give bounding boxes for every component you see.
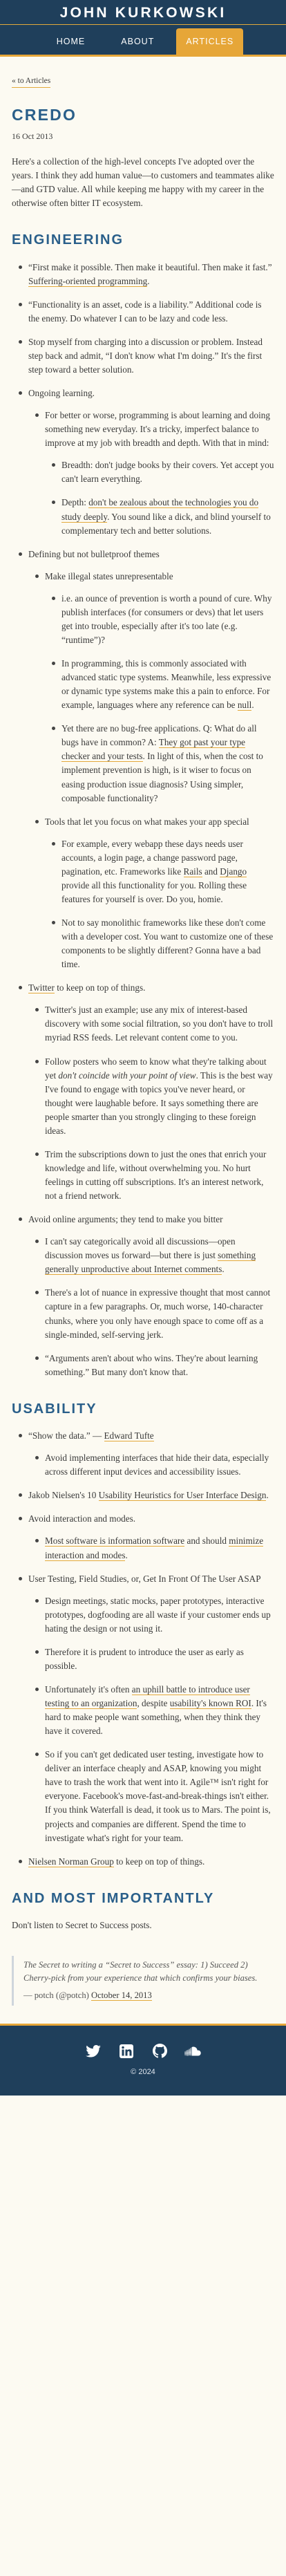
null-link[interactable]: null bbox=[237, 700, 252, 711]
list-item: Design meetings, static mocks, paper prototypes, interactive prototypes, dogfooding are all waste if your customer ends up hating the design or not using it. bbox=[28, 1594, 274, 1636]
list-item: Twitter's just an example; use any mix of interest-based discovery with some social filtration, so you don't have to troll myriad RSS feeds. Let relevant content come to you. bbox=[28, 1003, 274, 1045]
type-checker-link[interactable]: They got past your type checker and your tests bbox=[61, 737, 246, 762]
list-item: Not to say monolithic frameworks like these don't come with a developer cost. You want to customize one of these components to be slightly different? Gonna have a bad time. bbox=[45, 916, 274, 971]
suffering-oriented-link[interactable]: Suffering-oriented programming bbox=[28, 275, 148, 286]
zealous-link[interactable]: don't be zealous about the technologies you do study deeply bbox=[61, 497, 259, 522]
nav-about[interactable]: ABOUT bbox=[121, 37, 155, 46]
quote-text: The Secret to writing a “Secret to Success” essay: 1) Succeed 2) Cherry-pick from your experience that which confirms your biases. bbox=[23, 1960, 258, 1984]
site-brand[interactable]: JOHN KURKOWSKI bbox=[0, 0, 286, 25]
list-item: “Functionality is an asset, code is a liability.” Additional code is the enemy. Do whatever I can to be lazy and code less. bbox=[12, 298, 274, 326]
list-item: Most software is information software and should minimize interaction and modes. bbox=[28, 1534, 274, 1562]
list-item: Avoid implementing interfaces that hide their data, especially across different input devices and accessibility issues. bbox=[28, 1451, 274, 1479]
github-icon[interactable] bbox=[151, 2043, 168, 2060]
page-title: CREDO bbox=[12, 106, 77, 124]
information-software-link[interactable]: Most software is information software bbox=[45, 1536, 185, 1547]
quote-citation: — potch (@potch) October 14, 2013 bbox=[23, 1990, 152, 2001]
list-item: “First make it possible. Then make it beautiful. Then make it fast.” Suffering-oriented programming. bbox=[12, 261, 274, 288]
section-heading-usability: USABILITY bbox=[12, 1401, 97, 1417]
social-links bbox=[85, 2043, 201, 2060]
list-item: I can't say categorically avoid all discussions—open discussion moves us forward—but there is just something generally unproductive about Internet comments. bbox=[28, 1235, 274, 1276]
intro-paragraph: Here's a collection of the high-level concepts I've adopted over the years. I think they add human value—to customers and teammates alike—and GTD value. All while keeping me happy with my career in the otherwise often bitter IT ecosystem. bbox=[12, 156, 274, 209]
main-nav bbox=[0, 28, 286, 55]
section-heading-most-importantly: AND MOST IMPORTANTLY bbox=[12, 1890, 215, 1906]
nav-home[interactable]: HOME bbox=[56, 37, 86, 46]
twitter-icon[interactable] bbox=[85, 2043, 102, 2060]
list-item: i.e. an ounce of prevention is worth a pound of cure. Why publish interfaces (for consumers or devs) that let users get into trouble, especially after it's too late (e.g. “runtime”)? bbox=[45, 592, 274, 647]
list-item: “Show the data.” — Edward Tufte Avoid implementing interfaces that hide their data, especially across different input devices and accessibility issues. bbox=[12, 1429, 274, 1479]
copyright: © 2024 bbox=[131, 2067, 155, 2076]
section-heading-engineering: ENGINEERING bbox=[12, 232, 124, 248]
list-item: Ongoing learning. For better or worse, programming is about learning and doing something new everyday. It's a tricky, imperfect balance to improve at my job with breadth and depth. With that in mind: Breadth: don't judge books by their covers. Yet accept you can't learn everything. Depth: don't be zealous about the technologies you do study deeply. You sound like a dick, and blind yourself to complementary tech and better solutions. bbox=[12, 386, 274, 538]
list-item: Tools that let you focus on what makes your app special For example, every webapp these days needs user accounts, a login page, a change password page, pagination, etc. Frameworks like Rails and Django provide all this functionality for you. Rolling these features for yourself is over. Do you, homie. Not to say monolithic frameworks like these don't come with a developer cost. You want to customize one of these components to be slightly different? Gonna have a bad time. bbox=[28, 815, 274, 972]
tufte-link[interactable]: Edward Tufte bbox=[104, 1430, 154, 1441]
list-item: In programming, this is commonly associated with advanced static type systems. Meanwhile, less expressive or dynamic type systems make this a pain to enforce. For example, languages where any reference can be null. bbox=[45, 657, 274, 712]
site-footer bbox=[0, 2024, 286, 2096]
site-header bbox=[0, 0, 286, 57]
django-link[interactable]: Django bbox=[220, 866, 247, 877]
list-item: For example, every webapp these days needs user accounts, a login page, a change password page, pagination, etc. Frameworks like Rails and Django provide all this functionality for you. Rolling these features for yourself is over. Do you, homie. bbox=[45, 837, 274, 906]
final-paragraph: Don't listen to Secret to Success posts. bbox=[12, 1920, 152, 1931]
tweet-date-link[interactable]: October 14, 2013 bbox=[90, 1990, 152, 2001]
list-item: So if you can't get dedicated user testing, investigate how to deliver an interface cheaply and ASAP, knowing you might have to trash the work that went into it. Agile™ isn't right for everyone. Facebook's move-fast-and-break-things isn't either. If you think Waterfall is dead, it took us to Mars. The point is, projects and companies are different. Spend the time to investigate what's right for your team. bbox=[28, 1748, 274, 1845]
heuristics-link[interactable]: Usability Heuristics for User Interface Design bbox=[98, 1490, 267, 1501]
linkedin-icon[interactable] bbox=[118, 2043, 135, 2060]
list-item: Twitter to keep on top of things. Twitter's just an example; use any mix of interest-based discovery with some social filtration, so you don't have to troll myriad RSS feeds. Let relevant content come to you. Follow posters who seem to know what they're talking about yet don't coincide with your point of view. This is the best way I've found to engage with topics you've never heard, or thought were laughable before. It says something there are people smarter than you strongly clinging to these foreign ideas. Trim the subscriptions down to just the ones that enrich your knowledge and life, without overwhelming you. No hurt feelings in cutting off subscriptions. It's an interest network, not a friend network. bbox=[12, 981, 274, 1203]
list-item: Avoid online arguments; they tend to make you bitter I can't say categorically avoid all discussions—open discussion moves us forward—but there is just something generally unproductive about Internet comments. There's a lot of nuance in expressive thought that most cannot capture in a few paragraphs. Or, much worse, 140-character chunks, where you only have enough space to come off as a single-minded, self-serving jerk. “Arguments aren't about who wins. They're about learning something.” But many don't know that. bbox=[12, 1213, 274, 1379]
internet-comments-link[interactable]: something generally unproductive about Internet comments bbox=[45, 1250, 256, 1275]
list-item: Follow posters who seem to know what they're talking about yet don't coincide with your point of view. This is the best way I've found to engage with topics you've never heard, or thought were laughable before. It says something there are people smarter than you strongly clinging to these foreign ideas. bbox=[28, 1055, 274, 1138]
rails-link[interactable]: Rails bbox=[183, 866, 202, 877]
article bbox=[0, 57, 286, 2006]
soundcloud-icon[interactable] bbox=[184, 2043, 201, 2060]
back-to-articles-link[interactable]: « to Articles bbox=[12, 75, 50, 88]
list-item: Yet there are no bug-free applications. Q: What do all bugs have in common? A: They got past your type checker and your tests. In light of this, when the cost to implement prevention is high, is it wiser to focus on easing production issue diagnosis? Using simpler, composable functionality? bbox=[45, 722, 274, 805]
list-item: Depth: don't be zealous about the technologies you do study deeply. You sound like a dick, and blind yourself to complementary tech and better solutions. bbox=[45, 496, 274, 537]
list-item: “Arguments aren't about who wins. They're about learning something.” But many don't know that. bbox=[28, 1352, 274, 1379]
post-date: 16 Oct 2013 bbox=[12, 131, 53, 141]
list-item: There's a lot of nuance in expressive thought that most cannot capture in a few paragraphs. Or, much worse, 140-character chunks, where you only have enough space to come off as a single-minded, self-serving jerk. bbox=[28, 1286, 274, 1341]
modes-link[interactable]: minimize interaction and modes bbox=[45, 1536, 264, 1560]
nielsen-norman-link[interactable]: Nielsen Norman Group bbox=[28, 1856, 114, 1867]
uphill-battle-link[interactable]: an uphill battle to introduce user testing to an organization bbox=[45, 1683, 250, 1709]
list-item: Breadth: don't judge books by their covers. Yet accept you can't learn everything. bbox=[45, 458, 274, 486]
engineering-list bbox=[12, 261, 274, 1379]
list-item: Nielsen Norman Group to keep on top of things. bbox=[12, 1855, 274, 1869]
list-item: Avoid interaction and modes. Most software is information software and should minimize interaction and modes. bbox=[12, 1512, 274, 1562]
list-item: Stop myself from charging into a discussion or problem. Instead step back and admit, “I don't know what I'm doing.” It's the first step toward a better solution. bbox=[12, 335, 274, 377]
list-item: Jakob Nielsen's 10 Usability Heuristics for User Interface Design. bbox=[12, 1488, 274, 1502]
list-item: For better or worse, programming is about learning and doing something new everyday. It's a tricky, imperfect balance to improve at my job with breadth and depth. With that in mind: Breadth: don't judge books by their covers. Yet accept you can't learn everything. Depth: don't be zealous about the technologies you do study deeply. You sound like a dick, and blind yourself to complementary tech and better solutions. bbox=[28, 409, 274, 538]
usability-list bbox=[12, 1429, 274, 1869]
usability-roi-link[interactable]: usability's known ROI bbox=[169, 1698, 251, 1709]
list-item: Unfortunately it's often an uphill battle to introduce user testing to an organization, despite usability's known ROI. It's hard to make people want something, when they think they have it covered. bbox=[28, 1683, 274, 1738]
list-item: Defining but not bulletproof themes Make illegal states unrepresentable i.e. an ounce of prevention is worth a pound of cure. Why publish interfaces (for consumers or devs) that let users get into trouble, especially after it's too late (e.g. “runtime”)? In programming, this is commonly associated with advanced static type systems. Meanwhile, less expressive or dynamic type systems make this a pain to enforce. For example, languages where any reference can be null. Yet there are no bug-free applications. Q: What do all bugs have in common? A: They got past your type checker and your tests. In light of this, when the cost to implement prevention is high, is it wiser to focus on easing production issue diagnosis? Using simpler, composable functionality? Tools that let you focus on what makes your app special For example, every webapp these days needs user accounts, a login page, a change password page, pagination, etc. Frameworks like Rails and Django provide all this functionality for you. Rolling these features for yourself is over. Do you, homie. Not to say monolithic frameworks like these don't come with a developer cost. You want to customize one of these components to be slightly different? Gonna have a bad time. bbox=[12, 548, 274, 972]
twitter-link[interactable]: Twitter bbox=[28, 982, 55, 993]
tweet-quote bbox=[12, 1956, 274, 2005]
nav-articles[interactable]: ARTICLES bbox=[176, 28, 243, 55]
list-item: Make illegal states unrepresentable i.e. an ounce of prevention is worth a pound of cure. Why publish interfaces (for consumers or devs) that let users get into trouble, especially after it's too late (e.g. “runtime”)? In programming, this is commonly associated with advanced static type systems. Meanwhile, less expressive or dynamic type systems make this a pain to enforce. For example, languages where any reference can be null. Yet there are no bug-free applications. Q: What do all bugs have in common? A: They got past your type checker and your tests. In light of this, when the cost to implement prevention is high, is it wiser to focus on easing production issue diagnosis? Using simpler, composable functionality? bbox=[28, 570, 274, 805]
list-item: User Testing, Field Studies, or, Get In Front Of The User ASAP Design meetings, static mocks, paper prototypes, interactive prototypes, dogfooding are all waste if your customer ends up hating the design or not using it. Therefore it is prudent to introduce the user as early as possible. Unfortunately it's often an uphill battle to introduce user testing to an organization, despite usability's known ROI. It's hard to make people want something, when they think they have it covered. So if you can't get dedicated user testing, investigate how to deliver an interface cheaply and ASAP, knowing you might have to trash the work that went into it. Agile™ isn't right for everyone. Facebook's move-fast-and-break-things isn't either. If you think Waterfall is dead, it took us to Mars. The point is, projects and companies are different. Spend the time to investigate what's right for your team. bbox=[12, 1572, 274, 1845]
list-item: Trim the subscriptions down to just the ones that enrich your knowledge and life, without overwhelming you. No hurt feelings in cutting off subscriptions. It's an interest network, not a friend network. bbox=[28, 1148, 274, 1203]
list-item: Therefore it is prudent to introduce the user as early as possible. bbox=[28, 1645, 274, 1673]
